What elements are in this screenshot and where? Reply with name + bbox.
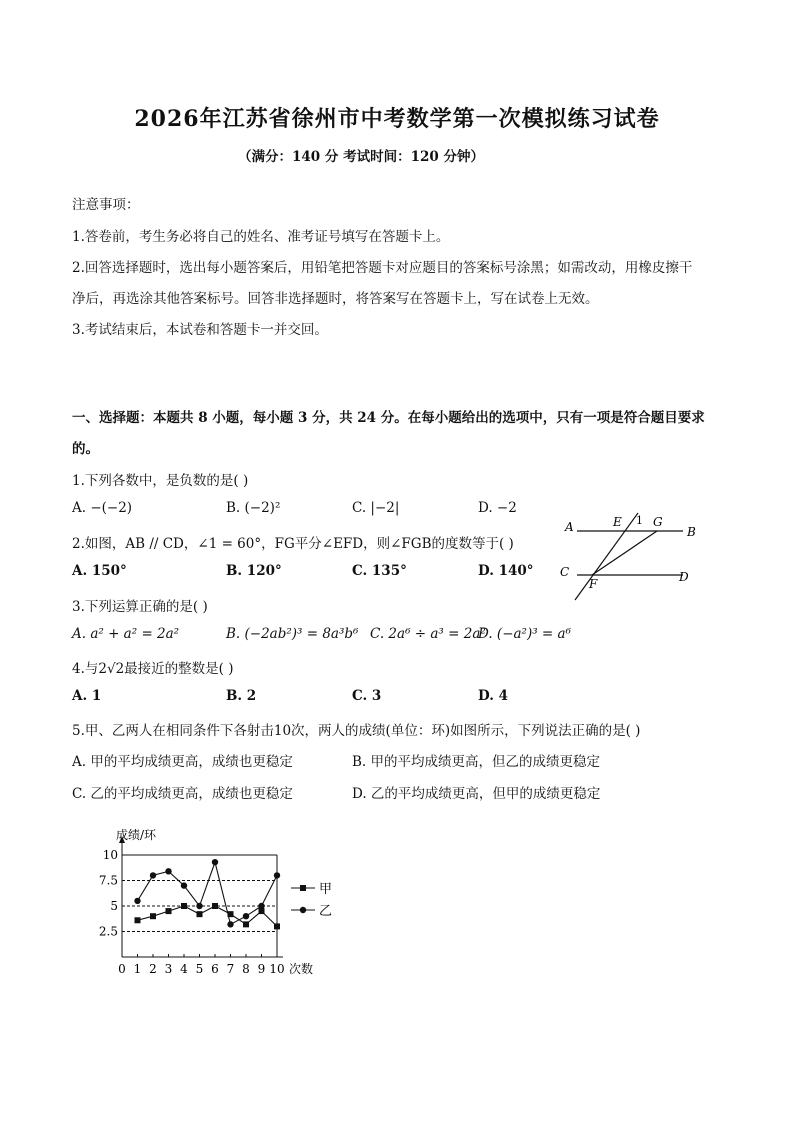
question-2-option-a: A. 150° (72, 563, 127, 579)
notice-heading: 注意事项： (72, 197, 140, 213)
label-d: D (679, 570, 689, 584)
geometry-figure (555, 508, 715, 604)
series-2-point (181, 882, 187, 888)
question-2-option-d: D. 140° (478, 563, 534, 579)
series-1-point (135, 917, 141, 923)
question-4-option-a: A. 1 (72, 688, 102, 704)
x-tick-label: 2 (149, 962, 157, 976)
series-2-point (227, 921, 233, 927)
x-tick-label: 10 (269, 962, 285, 976)
series-1-point (274, 923, 280, 929)
question-1-option-d: D. −2 (478, 500, 517, 516)
legend-2-marker (300, 907, 306, 913)
label-c: C (560, 565, 570, 579)
section1-heading-cont: 的。 (72, 441, 99, 457)
question-2-option-c: C. 135° (352, 563, 407, 579)
question-5-option-a: A. 甲的平均成绩更高，成绩也更稳定 (72, 754, 293, 770)
question-3-option-c: C. 2a⁶ ÷ a³ = 2a² (370, 626, 486, 642)
question-4-option-b: B. 2 (226, 688, 257, 704)
x-tick-label: 6 (211, 962, 219, 976)
notice-item-2-cont: 净后，再选涂其他答案标号。回答非选择题时，将答案写在答题卡上，写在试卷上无效。 (72, 291, 599, 307)
series-2-point (165, 868, 171, 874)
section1-heading: 一、选择题：本题共 8 小题，每小题 3 分，共 24 分。在每小题给出的选项中，只有一项是符合题目要求 (72, 410, 705, 426)
legend-1-label: 甲 (319, 882, 333, 897)
score-line-chart (90, 822, 350, 982)
bisector-fg (592, 531, 657, 575)
x-tick-label: 3 (164, 962, 173, 976)
question-5-option-c: C. 乙的平均成绩更高，成绩也更稳定 (72, 786, 293, 802)
x-tick-label: 9 (257, 962, 266, 976)
series-1-point (181, 903, 187, 909)
notice-item-2: 2.回答选择题时，选出每小题答案后，用铅笔把答题卡对应题目的答案标号涂黑；如需改动，用橡皮擦干 (72, 260, 693, 276)
label-f: F (589, 577, 598, 591)
exam-subtitle: （满分：140 分 考试时间：120 分钟） (238, 149, 484, 165)
label-b: B (687, 525, 696, 539)
question-1-stem: 1.下列各数中，是负数的是( ) (72, 473, 249, 489)
series-2-point (134, 898, 140, 904)
x-tick-label: 1 (133, 962, 142, 976)
y-tick-label: 5 (110, 899, 118, 913)
series-2-point (274, 872, 280, 878)
question-3-option-a: A. a² + a² = 2a² (72, 626, 180, 642)
y-tick-label: 7.5 (98, 873, 118, 888)
series-1-point (150, 913, 156, 919)
x-tick-label: 5 (195, 962, 204, 976)
label-angle-1: 1 (636, 514, 643, 527)
question-3-stem: 3.下列运算正确的是( ) (72, 599, 208, 615)
x-tick-label: 4 (180, 962, 188, 976)
question-5-option-d: D. 乙的平均成绩更高，但甲的成绩更稳定 (352, 786, 601, 802)
x-tick-label: 7 (226, 962, 235, 976)
series-2-point (196, 903, 202, 909)
series-1-point (243, 921, 249, 927)
legend-2-label: 乙 (319, 904, 333, 919)
question-1-option-c: C. |−2| (352, 500, 400, 516)
question-2-option-b: B. 120° (226, 563, 282, 579)
series-2-point (258, 903, 264, 909)
y-axis-label: 成绩/环 (116, 828, 157, 842)
series-2-point (150, 872, 156, 878)
x-tick-label: 8 (242, 962, 250, 976)
question-1-option-a: A. −(−2) (72, 500, 133, 516)
question-4-option-c: C. 3 (352, 688, 382, 704)
series-1-point (166, 908, 172, 914)
legend-1-marker (300, 885, 306, 891)
question-4-stem: 4.与2√2最接近的整数是( ) (72, 661, 234, 677)
question-2-stem: 2.如图，AB // CD，∠1 = 60°，FG平分∠EFD，则∠FGB的度数等于( ) (72, 536, 514, 552)
question-5-option-b: B. 甲的平均成绩更高，但乙的成绩更稳定 (352, 754, 601, 770)
question-5-stem: 5.甲、乙两人在相同条件下各射击10次，两人的成绩(单位：环)如图所示，下列说法正确的是( ) (72, 723, 641, 739)
label-a: A (565, 520, 574, 534)
question-1-option-b: B. (−2)² (226, 500, 281, 516)
question-4-option-d: D. 4 (478, 688, 509, 704)
x-axis-label: 次数 (289, 962, 314, 976)
x-tick-label: 0 (118, 962, 126, 976)
notice-item-1: 1.答卷前，考生务必将自己的姓名、准考证号填写在答题卡上。 (72, 229, 450, 245)
label-e: E (613, 515, 622, 529)
y-tick-label: 2.5 (98, 924, 118, 939)
series-1-point (212, 903, 218, 909)
transversal-ef (575, 513, 638, 600)
y-tick-label: 10 (102, 848, 118, 862)
series-2-point (243, 913, 249, 919)
series-1-point (197, 911, 203, 917)
notice-item-3: 3.考试结束后，本试卷和答题卡一并交回。 (72, 322, 328, 338)
question-3-option-b: B. (−2ab²)³ = 8a³b⁶ (226, 626, 359, 642)
question-3-option-d: D. (−a²)³ = a⁶ (478, 626, 571, 642)
label-g: G (653, 515, 663, 529)
series-2-point (212, 859, 218, 865)
exam-title: 2026年江苏省徐州市中考数学第一次模拟练习试卷 (134, 106, 660, 132)
